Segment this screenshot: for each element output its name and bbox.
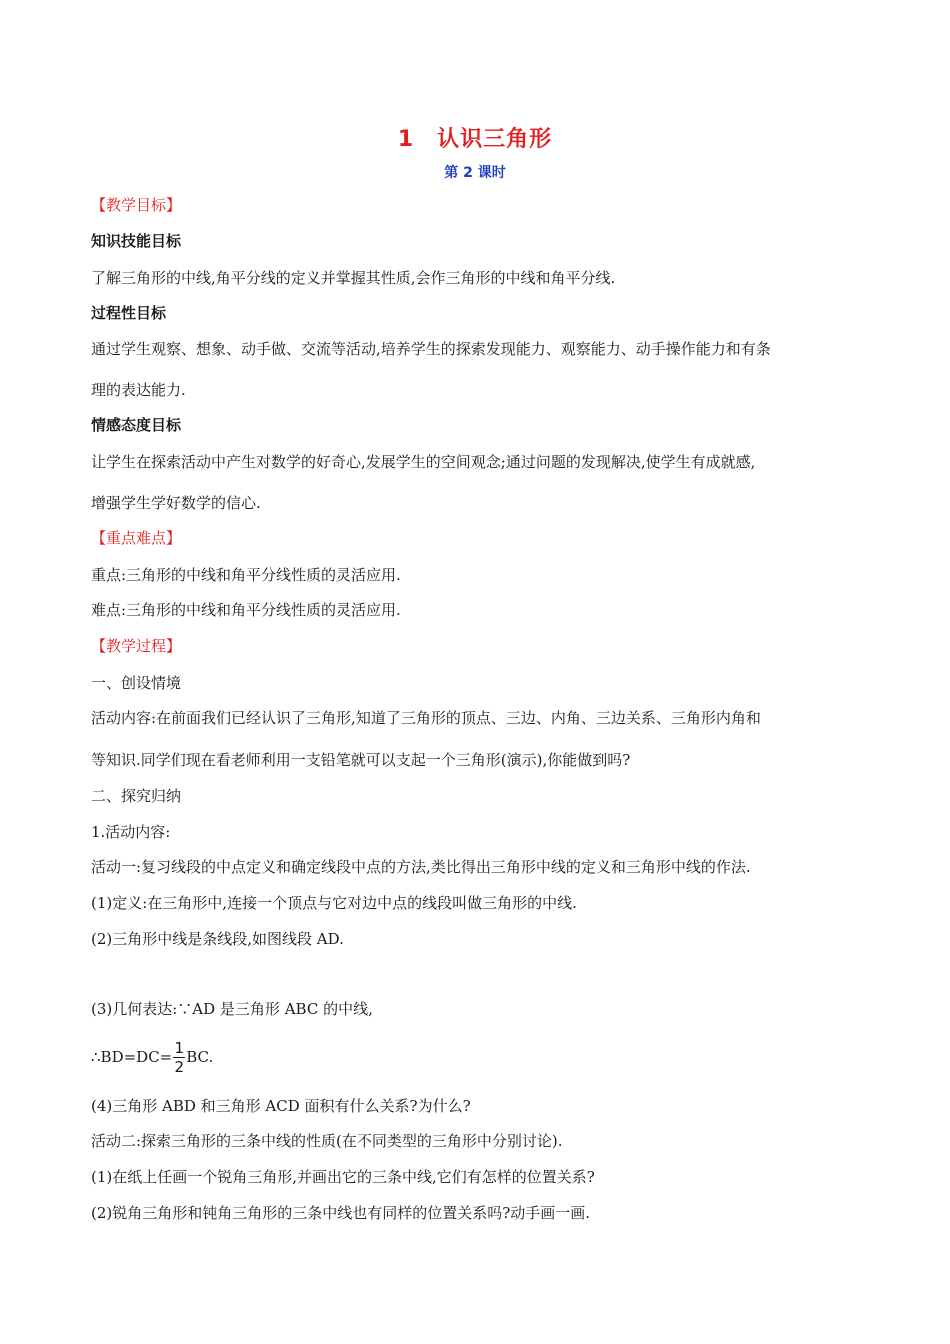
fraction-numerator: 1	[174, 1038, 184, 1057]
activity2-item1: (1)在纸上任画一个锐角三角形,并画出它的三条中线,它们有怎样的位置关系?	[91, 1168, 595, 1186]
key-difficulty-text: 难点:三角形的中线和角平分线性质的灵活应用.	[91, 601, 401, 619]
section-goals-heading: 【教学目标】	[91, 196, 182, 214]
part1-text-1: 活动内容:在前面我们已经认识了三角形,知道了三角形的顶点、三边、内角、三边关系、三角形内角和	[91, 709, 761, 727]
fraction-denominator: 2	[174, 1057, 184, 1076]
activity2-item2: (2)锐角三角形和钝角三角形的三条中线也有同样的位置关系吗?动手画一画.	[91, 1204, 591, 1222]
activity1-text: 活动一:复习线段的中点定义和确定线段中点的方法,类比得出三角形中线的定义和三角形中线的作法.	[91, 858, 751, 876]
section-process-heading: 【教学过程】	[91, 637, 182, 655]
fraction-one-half	[173, 1039, 185, 1076]
process-goal-text-2: 理的表达能力.	[91, 381, 186, 399]
part2-heading: 二、探究归纳	[91, 787, 182, 805]
process-goal-heading: 过程性目标	[91, 304, 167, 322]
lesson-subtitle: 第 2 课时	[444, 165, 506, 181]
section-key-heading: 【重点难点】	[91, 529, 182, 547]
part1-heading: 一、创设情境	[91, 674, 182, 692]
formula-suffix: BC.	[186, 1048, 214, 1066]
activity1-item4: (4)三角形 ABD 和三角形 ACD 面积有什么关系?为什么?	[91, 1097, 471, 1115]
activity1-item2: (2)三角形中线是条线段,如图线段 AD.	[91, 930, 344, 948]
process-goal-text-1: 通过学生观察、想象、动手做、交流等活动,培养学生的探索发现能力、观察能力、动手操作能力和有条	[91, 340, 771, 358]
page-title: 1 认识三角形	[397, 127, 553, 152]
median-formula	[91, 1034, 213, 1080]
emotion-goal-text-2: 增强学生学好数学的信心.	[91, 494, 261, 512]
key-focus-text: 重点:三角形的中线和角平分线性质的灵活应用.	[91, 566, 401, 584]
activity2-text: 活动二:探索三角形的三条中线的性质(在不同类型的三角形中分别讨论).	[91, 1132, 563, 1150]
knowledge-goal-heading: 知识技能目标	[91, 232, 182, 250]
emotion-goal-heading: 情感态度目标	[91, 416, 182, 434]
activity1-item1: (1)定义:在三角形中,连接一个顶点与它对边中点的线段叫做三角形的中线.	[91, 894, 577, 912]
part1-text-2: 等知识.同学们现在看老师利用一支铅笔就可以支起一个三角形(演示),你能做到吗?	[91, 751, 631, 769]
activity1-item3: (3)几何表达:∵AD 是三角形 ABC 的中线,	[91, 1000, 373, 1018]
activity-label: 1.活动内容:	[91, 823, 171, 841]
knowledge-goal-text: 了解三角形的中线,角平分线的定义并掌握其性质,会作三角形的中线和角平分线.	[91, 269, 616, 287]
formula-prefix: ∴BD=DC=	[91, 1048, 173, 1066]
emotion-goal-text-1: 让学生在探索活动中产生对数学的好奇心,发展学生的空间观念;通过问题的发现解决,使学生有成就感,	[91, 453, 756, 471]
